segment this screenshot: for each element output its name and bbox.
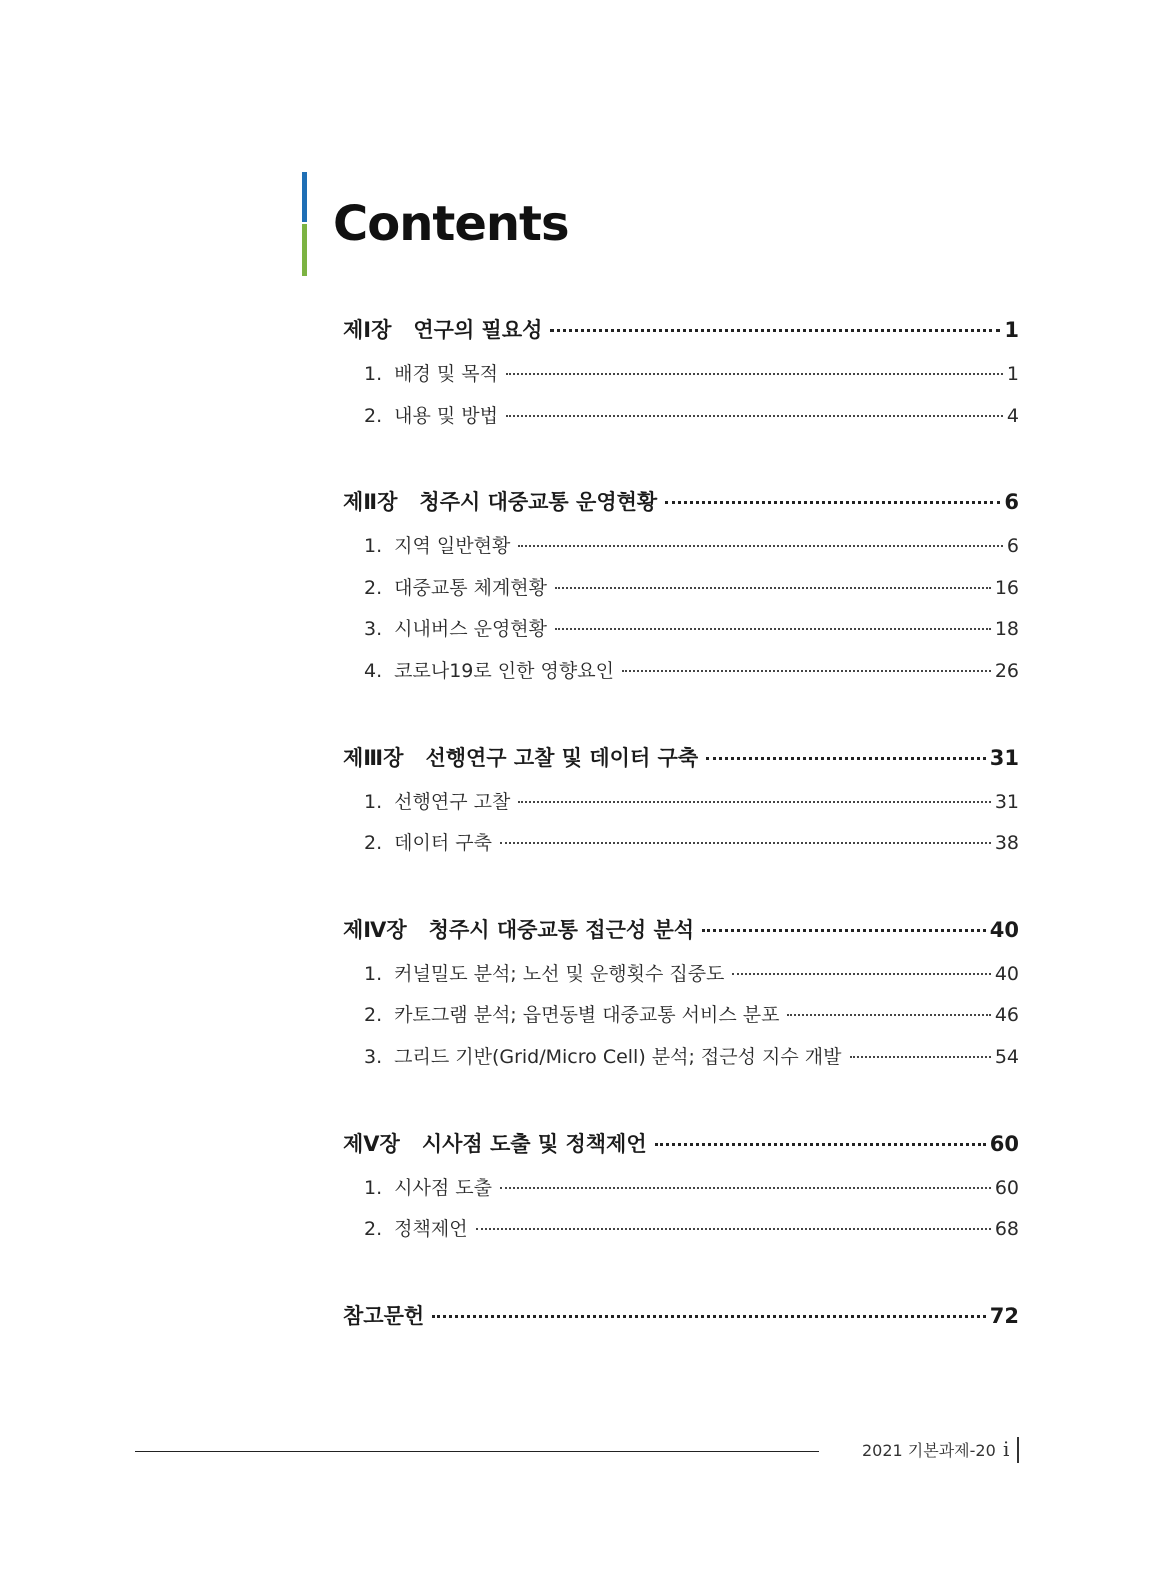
footer-report-id: 2021 기본과제-20 — [862, 1441, 996, 1460]
toc-dot-leader — [555, 628, 991, 630]
toc-chapter-title: 연구의 필요성 — [413, 318, 543, 342]
toc-dot-leader — [706, 757, 986, 760]
toc-section-number: 1. — [364, 363, 383, 385]
toc-section-page: 6 — [1006, 535, 1019, 558]
toc-dot-leader — [555, 587, 991, 589]
toc-section-title: 시내버스 운영현황 — [394, 618, 548, 641]
toc-section-page: 16 — [994, 576, 1019, 599]
toc-section-label — [364, 609, 547, 651]
toc-section-page: 54 — [994, 1045, 1019, 1068]
toc-chapter-number: 제Ⅲ장 — [343, 745, 404, 770]
toc-dot-leader — [655, 1143, 986, 1146]
toc-section-entry[interactable] — [343, 1209, 1019, 1251]
toc-section-label — [364, 526, 510, 568]
toc-chapter-page: 31 — [989, 745, 1019, 770]
toc-dot-leader — [518, 545, 1003, 547]
toc-dot-leader — [518, 801, 991, 803]
toc-section-entry[interactable] — [343, 995, 1019, 1037]
toc-chapter-label — [343, 906, 694, 954]
page-title: Contents — [333, 196, 569, 252]
toc-section-number: 1. — [364, 962, 383, 985]
toc-chapter-page: 40 — [989, 917, 1019, 942]
toc-dot-leader — [850, 1056, 991, 1058]
toc-section-entry[interactable] — [343, 954, 1019, 996]
toc-section-title: 카토그램 분석; 읍면동별 대중교통 서비스 분포 — [394, 1004, 780, 1027]
toc-section-label — [364, 1168, 492, 1210]
toc-chapter-label — [343, 478, 657, 526]
toc-section-label — [364, 354, 498, 396]
toc-chapter-number: 제Ⅰ장 — [343, 318, 392, 342]
toc-section-label — [364, 396, 498, 438]
toc-section-page: 18 — [994, 618, 1019, 641]
toc-chapter-number: 제Ⅱ장 — [343, 490, 398, 515]
toc-dot-leader — [787, 1014, 990, 1016]
toc-chapter-entry[interactable] — [343, 306, 1019, 354]
toc-section-number: 1. — [364, 1176, 383, 1199]
toc-section-number: 2. — [364, 832, 383, 855]
toc-section-number: 3. — [364, 618, 383, 641]
toc-section-page: 1 — [1006, 363, 1019, 385]
toc-section-number: 2. — [364, 576, 383, 599]
toc-section-entry[interactable] — [343, 1037, 1019, 1079]
toc-chapter-title: 청주시 대중교통 접근성 분석 — [428, 917, 695, 942]
toc-section-entry[interactable] — [343, 1168, 1019, 1210]
toc-chapter-title: 청주시 대중교통 운영현황 — [419, 490, 658, 515]
toc-section-entry[interactable] — [343, 568, 1019, 610]
toc-dot-leader — [622, 670, 991, 672]
toc-chapter-title: 참고문헌 — [343, 1303, 425, 1328]
toc-section-number: 2. — [364, 1218, 383, 1241]
toc-dot-leader — [500, 1187, 991, 1189]
toc-chapter-entry[interactable] — [343, 1292, 1019, 1340]
toc-section-entry[interactable] — [343, 609, 1019, 651]
toc-chapter-number: 제Ⅴ장 — [343, 1131, 400, 1156]
toc-section-label — [364, 954, 724, 996]
toc-chapter-label — [343, 306, 542, 354]
toc-section-page: 40 — [994, 962, 1019, 985]
toc-section-title: 선행연구 고찰 — [394, 790, 511, 813]
toc-chapter-page: 72 — [989, 1303, 1019, 1328]
toc-chapter-entry[interactable] — [343, 734, 1019, 782]
toc-section-page: 60 — [994, 1176, 1019, 1199]
contents-heading — [302, 172, 702, 276]
toc-section-label — [364, 1209, 468, 1251]
toc-section-label — [364, 823, 492, 865]
toc-section-number: 4. — [364, 659, 383, 682]
footer-divider — [1017, 1437, 1019, 1463]
footer-page-number: i — [1003, 1437, 1010, 1461]
toc-section-entry[interactable] — [343, 354, 1019, 396]
toc-chapter-block — [343, 1120, 1019, 1251]
toc-chapter-title: 시사점 도출 및 정책제언 — [421, 1131, 647, 1156]
toc-section-title: 그리드 기반(Grid/Micro Cell) 분석; 접근성 지수 개발 — [394, 1045, 842, 1068]
toc-chapter-block — [343, 734, 1019, 865]
toc-chapter-entry[interactable] — [343, 478, 1019, 526]
toc-section-page: 31 — [994, 790, 1019, 813]
toc-dot-leader — [476, 1228, 991, 1230]
toc-section-label — [364, 1037, 842, 1079]
toc-chapter-page: 6 — [1004, 490, 1019, 515]
toc-chapter-entry[interactable] — [343, 1120, 1019, 1168]
toc-chapter-page: 1 — [1004, 318, 1019, 342]
toc-section-title: 대중교통 체계현황 — [394, 576, 548, 599]
toc-section-title: 내용 및 방법 — [394, 404, 498, 427]
toc-section-label — [364, 782, 510, 824]
toc-section-title: 데이터 구축 — [394, 832, 492, 855]
toc-section-entry[interactable] — [343, 782, 1019, 824]
toc-section-page: 26 — [994, 659, 1019, 682]
toc-section-number: 1. — [364, 535, 383, 558]
toc-section-title: 시사점 도출 — [394, 1176, 492, 1199]
toc-section-page: 38 — [994, 832, 1019, 855]
footer-rule — [135, 1451, 819, 1452]
toc-section-label — [364, 995, 779, 1037]
toc-chapter-entry[interactable] — [343, 906, 1019, 954]
toc-section-page: 4 — [1006, 404, 1019, 427]
toc-dot-leader — [432, 1315, 986, 1318]
toc-section-number: 3. — [364, 1045, 383, 1068]
heading-accent-bar-green — [302, 224, 307, 276]
toc-chapter-label — [343, 1292, 424, 1340]
toc-section-entry[interactable] — [343, 526, 1019, 568]
toc-section-title: 커널밀도 분석; 노선 및 운행횟수 집중도 — [394, 962, 725, 985]
toc-dot-leader — [506, 415, 1003, 417]
toc-section-entry[interactable] — [343, 396, 1019, 438]
toc-chapter-number: 제Ⅳ장 — [343, 917, 407, 942]
toc-section-title: 지역 일반현황 — [394, 535, 511, 558]
toc-chapter-block — [343, 1292, 1019, 1340]
toc-dot-leader — [506, 373, 1003, 375]
table-of-contents — [343, 306, 1019, 1340]
toc-section-title: 정책제언 — [394, 1218, 468, 1241]
toc-chapter-label — [343, 734, 698, 782]
toc-chapter-block — [343, 306, 1019, 437]
toc-section-number: 2. — [364, 404, 383, 427]
toc-section-title: 코로나19로 인한 영향요인 — [394, 659, 614, 682]
toc-chapter-title: 선행연구 고찰 및 데이터 구축 — [425, 745, 699, 770]
toc-dot-leader — [702, 929, 986, 932]
toc-chapter-page: 60 — [989, 1131, 1019, 1156]
toc-chapter-label — [343, 1120, 647, 1168]
toc-chapter-block — [343, 478, 1019, 692]
toc-section-page: 68 — [994, 1218, 1019, 1241]
toc-section-title: 배경 및 목적 — [394, 363, 498, 385]
toc-section-number: 1. — [364, 790, 383, 813]
toc-section-entry[interactable] — [343, 651, 1019, 693]
toc-chapter-block — [343, 906, 1019, 1079]
toc-section-label — [364, 651, 614, 693]
toc-section-entry[interactable] — [343, 823, 1019, 865]
toc-dot-leader — [550, 329, 1000, 332]
toc-dot-leader — [500, 842, 991, 844]
toc-dot-leader — [732, 973, 990, 975]
toc-section-number: 2. — [364, 1004, 383, 1027]
toc-section-label — [364, 568, 547, 610]
toc-dot-leader — [665, 501, 1000, 504]
toc-section-page: 46 — [994, 1004, 1019, 1027]
heading-accent-bar-blue — [302, 172, 307, 222]
